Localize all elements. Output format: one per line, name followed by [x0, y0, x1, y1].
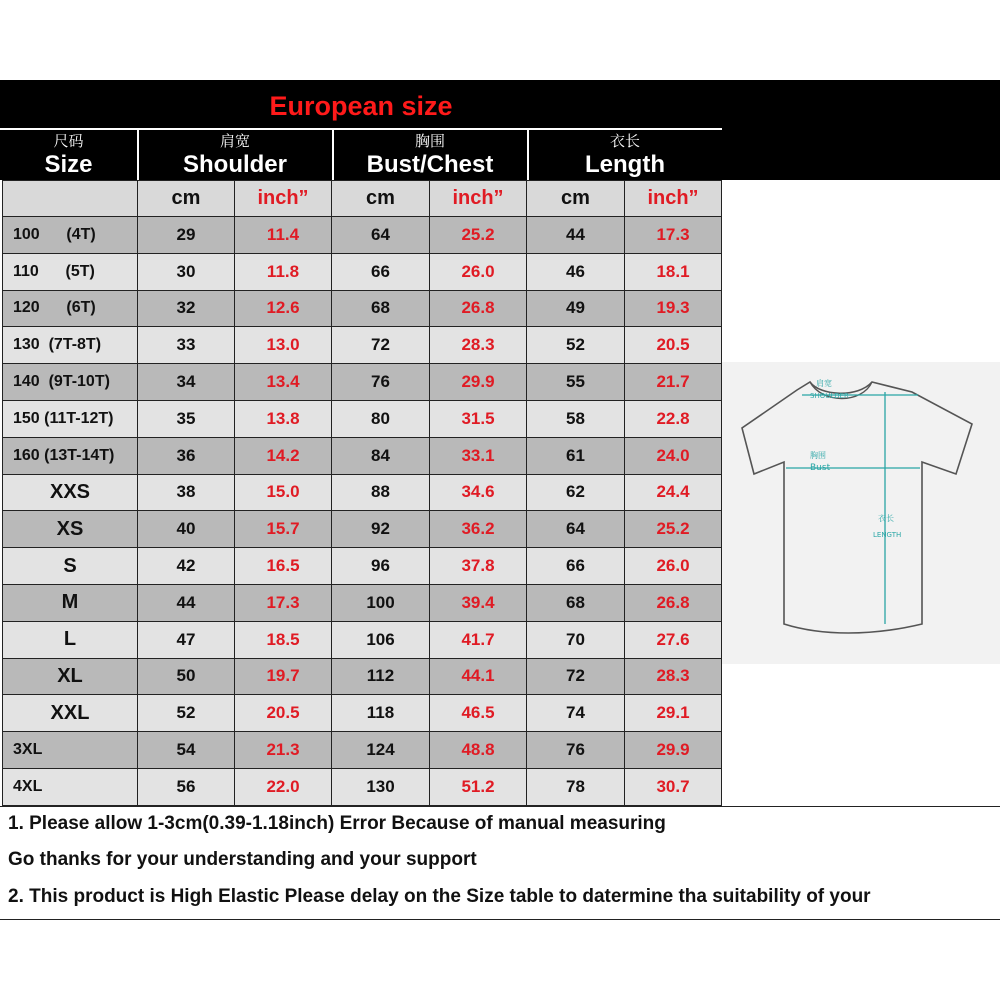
table-row: [3, 548, 722, 585]
length-inch-cell: 30.7: [625, 768, 722, 805]
table-row: [3, 768, 722, 805]
table-row: [3, 511, 722, 548]
bust-inch-cell: 29.9: [430, 364, 527, 401]
bust-inch-cell: 51.2: [430, 768, 527, 805]
size-table: [2, 180, 722, 806]
shoulder-cm-cell: 38: [138, 474, 235, 511]
note-2: Go thanks for your understanding and your support: [8, 849, 477, 870]
size-cell: L: [3, 621, 138, 658]
size-cell: 100 (4T): [3, 217, 138, 254]
header-length-en: Length: [585, 151, 665, 178]
bust-cm-cell: 66: [332, 253, 430, 290]
shoulder-inch-cell: 18.5: [235, 621, 332, 658]
bust-inch-cell: 26.0: [430, 253, 527, 290]
page-title: European size: [269, 91, 453, 121]
table-row: [3, 474, 722, 511]
shoulder-inch-cell: 11.4: [235, 217, 332, 254]
shoulder-cm-cell: 29: [138, 217, 235, 254]
shoulder-cm-cell: 47: [138, 621, 235, 658]
bust-zh-label: 胸围: [810, 451, 826, 460]
length-cm-cell: 61: [527, 437, 625, 474]
header-size-en: Size: [44, 151, 93, 178]
length-cm-cell: 74: [527, 695, 625, 732]
length-cm-cell: 58: [527, 400, 625, 437]
bust-inch-cell: 33.1: [430, 437, 527, 474]
shoulder-inch-cell: 22.0: [235, 768, 332, 805]
shoulder-inch-cell: 13.4: [235, 364, 332, 401]
length-inch-cell: 26.8: [625, 584, 722, 621]
bust-cm-cell: 100: [332, 584, 430, 621]
note-3: 2. This product is High Elastic Please delay on the Size table to datermine tha suitability of your: [8, 886, 871, 907]
bust-cm-cell: 92: [332, 511, 430, 548]
header-shoulder-en: Shoulder: [182, 151, 287, 178]
bust-cm-cell: 96: [332, 548, 430, 585]
length-cm-cell: 46: [527, 253, 625, 290]
shoulder-cm-cell: 35: [138, 400, 235, 437]
shoulder-inch-cell: 17.3: [235, 584, 332, 621]
size-cell: 140 (9T-10T): [3, 364, 138, 401]
table-row: [3, 732, 722, 769]
table-row: [3, 253, 722, 290]
table-row: [3, 217, 722, 254]
header-bust-en: Bust/Chest: [366, 151, 494, 178]
bust-inch-cell: 37.8: [430, 548, 527, 585]
tshirt-diagram-panel: [722, 362, 1000, 664]
length-inch-cell: 20.5: [625, 327, 722, 364]
shoulder-inch-cell: 11.8: [235, 253, 332, 290]
bust-cm-cell: 84: [332, 437, 430, 474]
bust-cm-cell: 80: [332, 400, 430, 437]
table-row: [3, 658, 722, 695]
table-row: [3, 327, 722, 364]
header-length: [529, 128, 721, 180]
bust-inch-cell: 44.1: [430, 658, 527, 695]
bust-cm-cell: 72: [332, 327, 430, 364]
bust-inch-cell: 41.7: [430, 621, 527, 658]
shoulder-cm-cell: 42: [138, 548, 235, 585]
length-en-label: LENGTH: [873, 531, 902, 539]
length-cm-cell: 78: [527, 768, 625, 805]
bust-cm-cell: 118: [332, 695, 430, 732]
unit-cm: cm: [527, 181, 625, 217]
length-cm-cell: 62: [527, 474, 625, 511]
length-inch-cell: 17.3: [625, 217, 722, 254]
shoulder-inch-cell: 15.7: [235, 511, 332, 548]
length-cm-cell: 70: [527, 621, 625, 658]
shoulder-cm-cell: 50: [138, 658, 235, 695]
bust-cm-cell: 88: [332, 474, 430, 511]
size-cell: XXS: [3, 474, 138, 511]
shoulder-inch-cell: 19.7: [235, 658, 332, 695]
length-inch-cell: 21.7: [625, 364, 722, 401]
bust-cm-cell: 106: [332, 621, 430, 658]
size-cell: 150 (11T-12T): [3, 400, 138, 437]
length-inch-cell: 22.8: [625, 400, 722, 437]
shoulder-inch-cell: 13.8: [235, 400, 332, 437]
length-zh-label: 衣长: [878, 514, 894, 523]
table-row: [3, 437, 722, 474]
length-cm-cell: 76: [527, 732, 625, 769]
table-row: [3, 584, 722, 621]
shoulder-cm-cell: 56: [138, 768, 235, 805]
size-cell: 160 (13T-14T): [3, 437, 138, 474]
header-shoulder: [139, 128, 331, 180]
shoulder-cm-cell: 34: [138, 364, 235, 401]
length-cm-cell: 44: [527, 217, 625, 254]
table-row: [3, 290, 722, 327]
length-inch-cell: 28.3: [625, 658, 722, 695]
size-cell: 4XL: [3, 768, 138, 805]
table-row: [3, 621, 722, 658]
header-size-zh: 尺码: [53, 132, 84, 150]
length-cm-cell: 52: [527, 327, 625, 364]
bust-en-label: Bust: [810, 463, 831, 473]
length-cm-cell: 64: [527, 511, 625, 548]
bust-inch-cell: 28.3: [430, 327, 527, 364]
header-bust: [334, 128, 526, 180]
size-cell: 120 (6T): [3, 290, 138, 327]
unit-cm: cm: [332, 181, 430, 217]
unit-cm: cm: [138, 181, 235, 217]
length-cm-cell: 72: [527, 658, 625, 695]
length-inch-cell: 24.4: [625, 474, 722, 511]
size-cell: 130 (7T-8T): [3, 327, 138, 364]
shoulder-zh-label: 肩宽: [816, 379, 832, 388]
shoulder-cm-cell: 44: [138, 584, 235, 621]
size-cell: M: [3, 584, 138, 621]
size-cell: 110 (5T): [3, 253, 138, 290]
length-inch-cell: 29.1: [625, 695, 722, 732]
bust-inch-cell: 39.4: [430, 584, 527, 621]
bust-cm-cell: 64: [332, 217, 430, 254]
shoulder-cm-cell: 52: [138, 695, 235, 732]
unit-inch: inch”: [625, 181, 722, 217]
bust-cm-cell: 112: [332, 658, 430, 695]
bust-cm-cell: 68: [332, 290, 430, 327]
length-inch-cell: 24.0: [625, 437, 722, 474]
size-cell: XL: [3, 658, 138, 695]
units-blank-cell: [3, 181, 138, 217]
size-cell: XXL: [3, 695, 138, 732]
shoulder-inch-cell: 16.5: [235, 548, 332, 585]
tshirt-outline: [742, 382, 972, 633]
bust-cm-cell: 124: [332, 732, 430, 769]
bust-inch-cell: 36.2: [430, 511, 527, 548]
shoulder-inch-cell: 21.3: [235, 732, 332, 769]
length-inch-cell: 18.1: [625, 253, 722, 290]
shoulder-cm-cell: 54: [138, 732, 235, 769]
shoulder-cm-cell: 36: [138, 437, 235, 474]
shoulder-cm-cell: 30: [138, 253, 235, 290]
length-inch-cell: 26.0: [625, 548, 722, 585]
shoulder-cm-cell: 33: [138, 327, 235, 364]
length-inch-cell: 19.3: [625, 290, 722, 327]
bust-inch-cell: 46.5: [430, 695, 527, 732]
shoulder-inch-cell: 14.2: [235, 437, 332, 474]
shoulder-inch-cell: 20.5: [235, 695, 332, 732]
size-cell: S: [3, 548, 138, 585]
note-1: 1. Please allow 1-3cm(0.39-1.18inch) Error Because of manual measuring: [8, 813, 666, 834]
table-row: [3, 400, 722, 437]
bust-cm-cell: 130: [332, 768, 430, 805]
header-length-zh: 衣长: [609, 132, 640, 150]
notes-block: [0, 806, 1000, 920]
length-inch-cell: 27.6: [625, 621, 722, 658]
size-cell: 3XL: [3, 732, 138, 769]
shoulder-cm-cell: 32: [138, 290, 235, 327]
length-inch-cell: 29.9: [625, 732, 722, 769]
unit-inch: inch”: [235, 181, 332, 217]
length-cm-cell: 55: [527, 364, 625, 401]
header-shoulder-zh: 肩宽: [219, 132, 250, 150]
bust-inch-cell: 26.8: [430, 290, 527, 327]
length-cm-cell: 68: [527, 584, 625, 621]
table-row: [3, 695, 722, 732]
bust-cm-cell: 76: [332, 364, 430, 401]
size-cell: XS: [3, 511, 138, 548]
bust-inch-cell: 31.5: [430, 400, 527, 437]
tshirt-diagram: [722, 362, 1000, 664]
header-size: [0, 128, 137, 180]
bust-inch-cell: 48.8: [430, 732, 527, 769]
table-row: [3, 364, 722, 401]
length-cm-cell: 66: [527, 548, 625, 585]
bust-inch-cell: 34.6: [430, 474, 527, 511]
length-inch-cell: 25.2: [625, 511, 722, 548]
header-bust-zh: 胸围: [414, 132, 445, 150]
units-row: [3, 181, 722, 217]
length-cm-cell: 49: [527, 290, 625, 327]
shoulder-inch-cell: 13.0: [235, 327, 332, 364]
shoulder-inch-cell: 15.0: [235, 474, 332, 511]
shoulder-inch-cell: 12.6: [235, 290, 332, 327]
bust-inch-cell: 25.2: [430, 217, 527, 254]
shoulder-cm-cell: 40: [138, 511, 235, 548]
shoulder-en-label: SHOULDER: [810, 392, 849, 400]
unit-inch: inch”: [430, 181, 527, 217]
